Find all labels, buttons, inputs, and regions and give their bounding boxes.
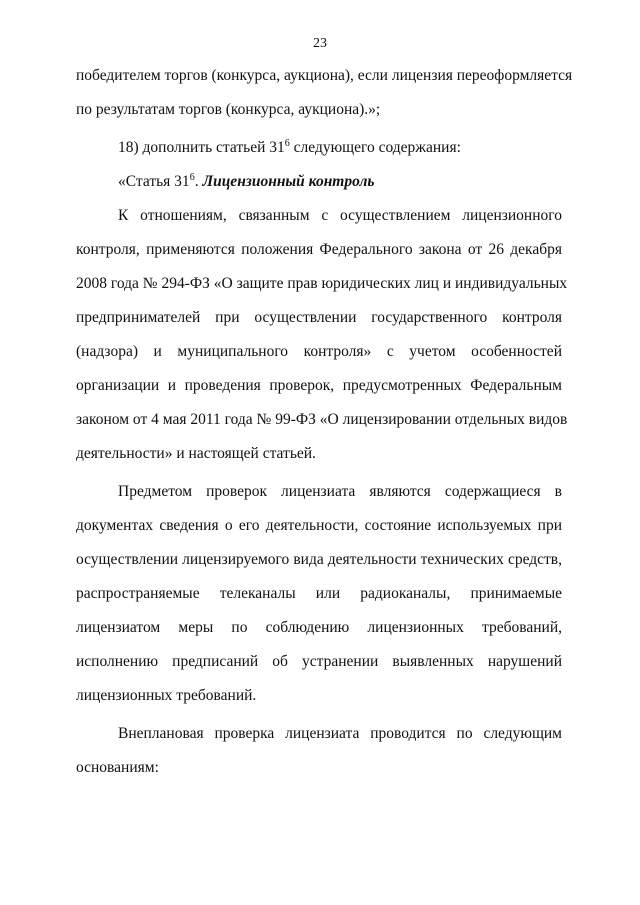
text-line: законом от 4 мая 2011 года № 99-ФЗ «О лицензировании отдельных видов bbox=[76, 411, 568, 428]
text-line: контроля, применяются положения Федерального закона от 26 декабря bbox=[76, 241, 562, 258]
superscript: 6 bbox=[189, 171, 195, 183]
text-line: исполнению предписаний об устранении выявленных нарушений bbox=[76, 653, 562, 670]
text-line: осуществлении лицензируемого вида деятельности технических средств, bbox=[76, 551, 562, 568]
text-span: следующего содержания: bbox=[289, 139, 461, 156]
text-line: деятельности» и настоящей статьей. bbox=[76, 445, 316, 462]
article-title: Лицензионный контроль bbox=[202, 173, 375, 190]
text-line: победителем торгов (конкурса, аукциона), если лицензия переоформляется bbox=[76, 67, 573, 84]
text-line: основаниям: bbox=[76, 759, 159, 776]
text-line: лицензионных требований. bbox=[76, 687, 257, 704]
text-line: по результатам торгов (конкурса, аукциона).»; bbox=[76, 101, 381, 118]
text-line: лицензиатом меры по соблюдению лицензионных требований, bbox=[76, 619, 562, 636]
text-line: распространяемые телеканалы или радиоканалы, принимаемые bbox=[76, 585, 562, 602]
amendment-item-18 bbox=[118, 138, 562, 158]
text-span: . bbox=[194, 173, 203, 190]
text-line: документах сведения о его деятельности, состояние используемых при bbox=[76, 517, 562, 534]
text-line: Внеплановая проверка лицензиата проводится по следующим bbox=[118, 725, 562, 742]
text-span: 18) дополнить статьей 31 bbox=[118, 139, 285, 156]
page-number: 23 bbox=[313, 36, 327, 51]
text-line: 2008 года № 294-ФЗ «О защите прав юридических лиц и индивидуальных bbox=[76, 275, 568, 292]
text-line: предпринимателей при осуществлении государственного контроля bbox=[76, 309, 562, 326]
superscript: 6 bbox=[284, 137, 290, 149]
text-line: (надзора) и муниципального контроля» с учетом особенностей bbox=[76, 343, 562, 360]
text-line: К отношениям, связанным с осуществлением лицензионного bbox=[118, 207, 562, 224]
text-span: «Статья 31 bbox=[118, 173, 190, 190]
article-heading bbox=[118, 172, 562, 192]
text-line: организации и проведения проверок, предусмотренных Федеральным bbox=[76, 377, 562, 394]
text-line: Предметом проверок лицензиата являются содержащиеся в bbox=[118, 483, 562, 500]
